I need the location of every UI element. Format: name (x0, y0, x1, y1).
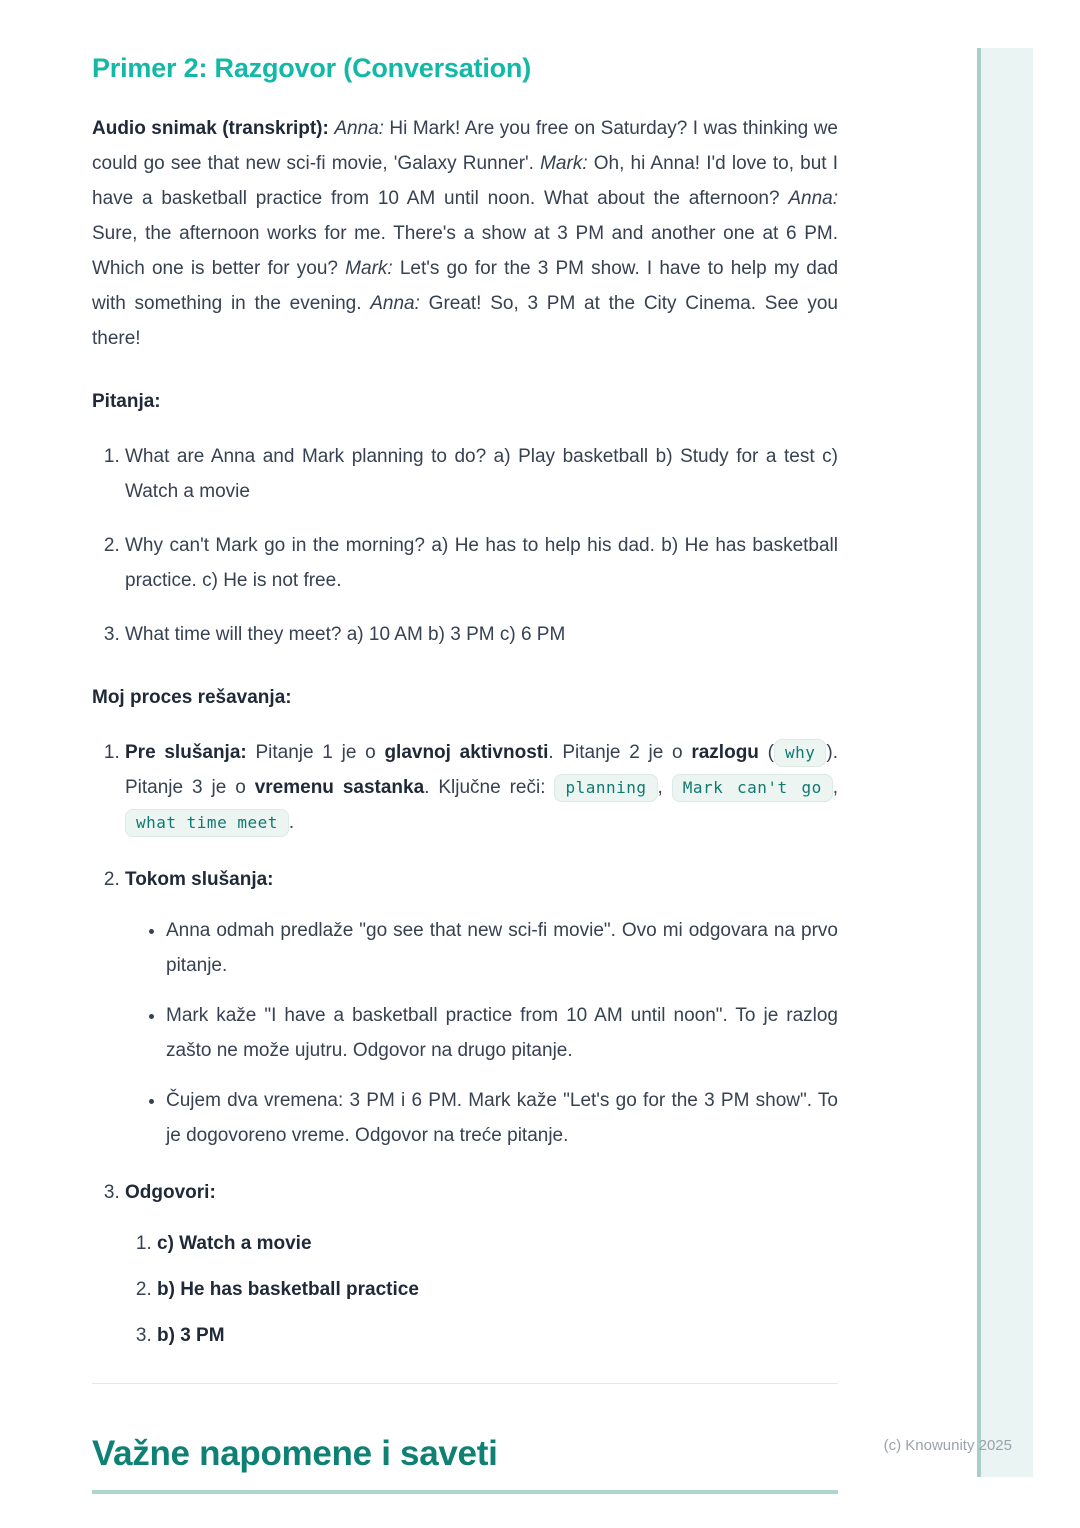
answer-item (157, 1226, 838, 1261)
text-run: . Pitanje 2 je o (548, 742, 692, 763)
answer-item (157, 1318, 838, 1353)
right-accent-bar (977, 48, 1033, 1477)
process-step-odgovori (125, 1175, 838, 1353)
listening-note: • Čujem dva vremena: 3 PM i 6 PM. Mark kaže "Let's go for the 3 PM show". To je dogovoreno vreme. Odgovor na treće pitanje. (166, 1083, 838, 1153)
keyword-chip: Mark can't go (672, 774, 833, 802)
text-run: , (832, 777, 838, 798)
text-run: Anna: (788, 188, 838, 209)
text-run: Sure, the afternoon works for me. There's a show at 3 PM and another one at 6 PM. Which one is better for you? (92, 223, 838, 279)
text-run: Pre slušanja: (125, 742, 247, 763)
question-item: 2. Why can't Mark go in the morning? a) He has to help his dad. b) He has basketball practice. c) He is not free. (125, 528, 838, 598)
section-divider (92, 1383, 838, 1384)
tokom-label: Tokom slušanja: (125, 869, 274, 890)
text-run: Anna: (334, 118, 384, 139)
notes-heading: Važne napomene i saveti (92, 1434, 498, 1473)
odgovori-label: Odgovori: (125, 1182, 216, 1203)
notes-heading-underline (92, 1490, 838, 1494)
text-run: . (288, 812, 295, 833)
text-run: ( (758, 742, 774, 763)
listening-notes-list (125, 913, 838, 1153)
questions-heading: Pitanja: (92, 391, 161, 412)
answers-list (125, 1226, 838, 1353)
keyword-chip: what time meet (125, 809, 289, 837)
transcript-paragraph (92, 111, 838, 356)
questions-list (92, 439, 838, 652)
text-run: Oh, hi Anna! I'd love to, but I have a basketball practice from 10 AM until noon. What about the afternoon? (92, 153, 838, 209)
listening-note: • Mark kaže "I have a basketball practice from 10 AM until noon". To je razlog zašto ne može ujutru. Odgovor na drugo pitanje. (166, 998, 838, 1068)
answer-text: b) 3 PM (157, 1325, 225, 1346)
question-item: 1. What are Anna and Mark planning to do? a) Play basketball b) Study for a test c) Watch a movie (125, 439, 838, 509)
question-item: 3. What time will they meet? a) 10 AM b) 3 PM c) 6 PM (125, 617, 838, 652)
text-run: . Ključne reči: (424, 777, 555, 798)
process-step-pre (125, 735, 838, 840)
text-run: Audio snimak (transkript): (92, 118, 329, 139)
text-run: Pitanje 1 je o (246, 742, 385, 763)
section-title: Primer 2: Razgovor (Conversation) (92, 53, 531, 83)
keyword-chip: planning (554, 774, 657, 802)
text-run: , (657, 777, 672, 798)
text-run: Hi Mark! Are you free on Saturday? I was thinking we could go see that new sci-fi movie, 'Galaxy Runner'. (92, 118, 838, 174)
copyright-text: (c) Knowunity 2025 (883, 1437, 1012, 1454)
text-run: ). Pitanje 3 je o (125, 742, 838, 798)
text-run: Let's go for the 3 PM show. I have to help my dad with something in the evening. (92, 258, 839, 314)
text-run: glavnoj aktivnosti (384, 742, 549, 763)
text-run: Mark: (540, 153, 588, 174)
text-run: razlogu (691, 742, 759, 763)
document-content (92, 0, 838, 1494)
text-run: Mark: (345, 258, 393, 279)
process-heading: Moj proces rešavanja: (92, 687, 292, 708)
text-run: vremenu sastanka (254, 777, 425, 798)
answer-text: b) He has basketball practice (157, 1279, 419, 1300)
keyword-chip: why (774, 739, 826, 767)
text-run: Great! So, 3 PM at the City Cinema. See you there! (92, 293, 838, 349)
answer-item (157, 1272, 838, 1307)
text-run: Anna: (370, 293, 420, 314)
listening-note: • Anna odmah predlaže "go see that new sci-fi movie". Ovo mi odgovara na prvo pitanje. (166, 913, 838, 983)
process-list (92, 735, 838, 1353)
process-step-tokom (125, 862, 838, 1153)
answer-text: c) Watch a movie (157, 1233, 312, 1254)
